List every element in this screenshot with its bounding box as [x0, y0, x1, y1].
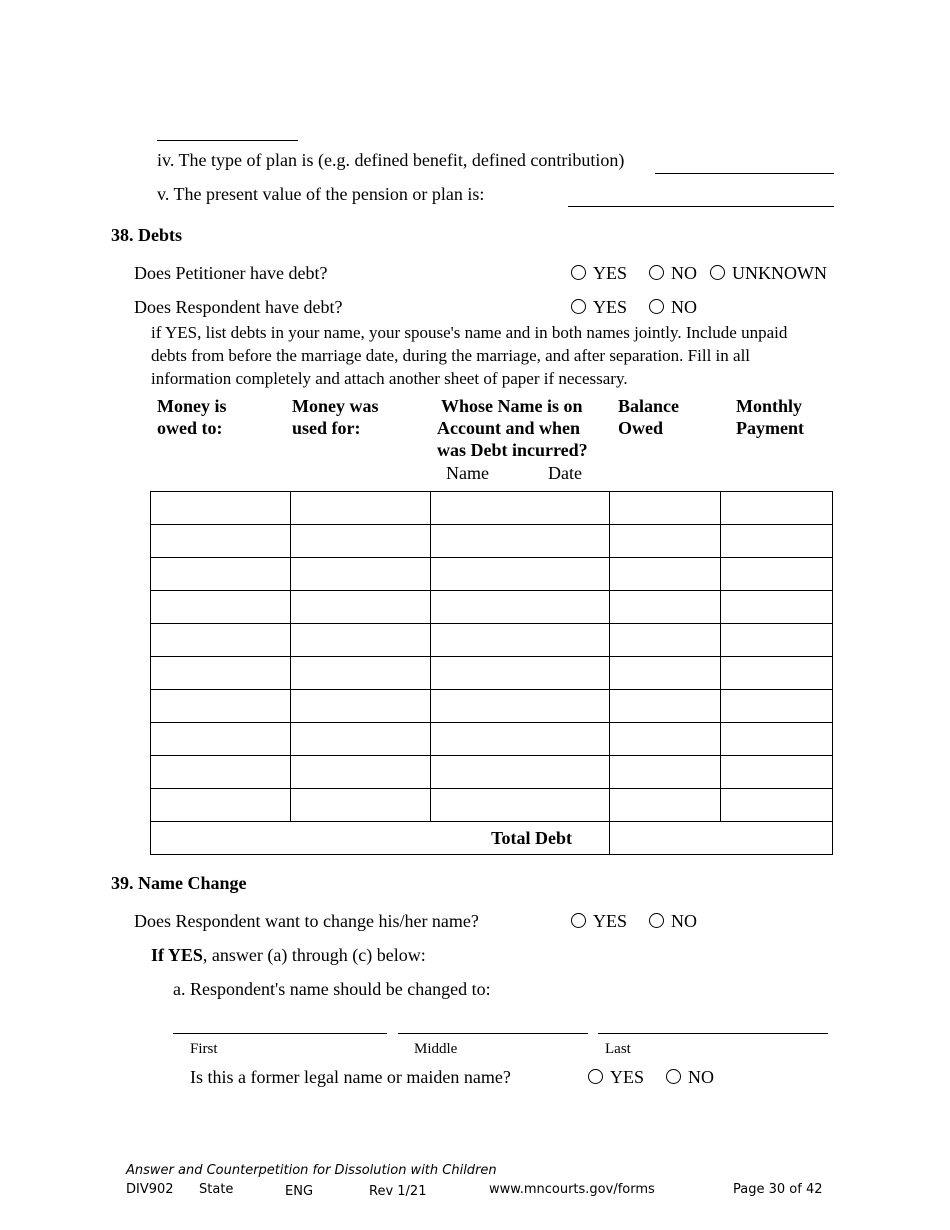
option-label: UNKNOWN	[732, 263, 827, 283]
option-label: NO	[688, 1067, 714, 1087]
header-line: Owed	[618, 418, 663, 438]
petitioner-debt-unknown[interactable]	[710, 262, 827, 284]
balance-cell[interactable]	[610, 525, 721, 558]
option-label: NO	[671, 263, 697, 283]
option-label: YES	[593, 911, 628, 931]
header-line: Monthly	[736, 396, 803, 416]
footer-page-number: Page 30 of 42	[733, 1182, 823, 1197]
whose-name-cell[interactable]	[431, 690, 610, 723]
debt-row	[151, 558, 833, 591]
respondent-debt-no[interactable]	[649, 296, 697, 318]
petitioner-debt-no[interactable]	[649, 262, 697, 284]
radio-icon	[649, 265, 664, 280]
header-line: was Debt incurred?	[437, 440, 588, 460]
total-debt-field[interactable]	[610, 822, 833, 855]
respondent-debt-question: Does Respondent have debt?	[134, 297, 343, 317]
debts-heading: 38. Debts	[111, 225, 182, 245]
last-name-label: Last	[605, 1041, 631, 1057]
new-name-label: a. Respondent's name should be changed to:	[173, 979, 491, 999]
footer-form-title: Answer and Counterpetition for Dissolution with Children	[126, 1163, 497, 1178]
debts-instructions-line-3: information completely and attach another sheet of paper if necessary.	[151, 369, 628, 388]
debts-table-body	[151, 492, 833, 822]
used-for-cell[interactable]	[291, 558, 431, 591]
radio-icon	[649, 913, 664, 928]
debt-row	[151, 723, 833, 756]
debts-table	[150, 491, 833, 855]
used-for-cell[interactable]	[291, 591, 431, 624]
whose-name-cell[interactable]	[431, 723, 610, 756]
footer-form-id: DIV902	[126, 1182, 174, 1197]
debts-instructions-line-1: if YES, list debts in your name, your spouse's name and in both names jointly. Include unpaid	[151, 323, 788, 342]
radio-icon	[649, 299, 664, 314]
debt-row	[151, 591, 833, 624]
monthly-payment-cell[interactable]	[721, 591, 833, 624]
monthly-payment-cell[interactable]	[721, 690, 833, 723]
first-name-field[interactable]	[173, 1033, 387, 1034]
total-debt-row	[151, 822, 833, 855]
radio-icon	[666, 1069, 681, 1084]
col-date-subheader: Date	[548, 463, 582, 483]
header-line: Money is	[157, 396, 227, 416]
owed-to-cell[interactable]	[151, 657, 291, 690]
former-name-no[interactable]	[666, 1066, 714, 1088]
name-change-yes[interactable]	[571, 910, 627, 932]
owed-to-cell[interactable]	[151, 591, 291, 624]
whose-name-cell[interactable]	[431, 492, 610, 525]
owed-to-cell[interactable]	[151, 624, 291, 657]
if-yes-instruction	[151, 944, 426, 966]
name-change-heading: 39. Name Change	[111, 873, 247, 893]
header-line: Account and when	[437, 418, 581, 438]
radio-icon	[571, 913, 586, 928]
owed-to-cell[interactable]	[151, 756, 291, 789]
first-name-label: First	[190, 1041, 218, 1057]
header-line: Payment	[736, 418, 804, 438]
header-line: Money was	[292, 396, 379, 416]
option-label: NO	[671, 911, 697, 931]
balance-cell[interactable]	[610, 789, 721, 822]
used-for-cell[interactable]	[291, 690, 431, 723]
balance-cell[interactable]	[610, 624, 721, 657]
plan-value-label: v. The present value of the pension or plan is:	[157, 184, 485, 204]
option-label: YES	[593, 263, 628, 283]
used-for-cell[interactable]	[291, 657, 431, 690]
owed-to-cell[interactable]	[151, 789, 291, 822]
footer-revision: Rev 1/21	[369, 1184, 427, 1199]
radio-icon	[571, 299, 586, 314]
header-line: Whose Name is on	[441, 396, 583, 416]
debt-row	[151, 657, 833, 690]
header-line: used for:	[292, 418, 361, 438]
col-used-for-header	[292, 395, 379, 439]
middle-name-label: Middle	[414, 1041, 458, 1057]
debt-row	[151, 492, 833, 525]
whose-name-cell[interactable]	[431, 657, 610, 690]
used-for-cell[interactable]	[291, 525, 431, 558]
owed-to-cell[interactable]	[151, 690, 291, 723]
if-yes-rest: , answer (a) through (c) below:	[202, 945, 426, 965]
name-change-question: Does Respondent want to change his/her name?	[134, 911, 479, 931]
owed-to-cell[interactable]	[151, 525, 291, 558]
total-debt-label: Total Debt	[491, 828, 572, 848]
whose-name-cell[interactable]	[431, 624, 610, 657]
balance-cell[interactable]	[610, 756, 721, 789]
petitioner-debt-yes[interactable]	[571, 262, 627, 284]
middle-name-field[interactable]	[398, 1033, 588, 1034]
col-balance-header	[618, 395, 679, 439]
plan-type-field[interactable]	[655, 173, 834, 174]
debt-row	[151, 690, 833, 723]
owed-to-cell[interactable]	[151, 492, 291, 525]
respondent-debt-yes[interactable]	[571, 296, 627, 318]
option-label: NO	[671, 297, 697, 317]
balance-cell[interactable]	[610, 492, 721, 525]
col-owed-to-header	[157, 395, 227, 439]
footer-url[interactable]: www.mncourts.gov/forms	[489, 1182, 655, 1197]
monthly-payment-cell[interactable]	[721, 657, 833, 690]
debt-row	[151, 756, 833, 789]
footer-language: ENG	[285, 1184, 314, 1199]
debt-row	[151, 789, 833, 822]
header-line: owed to:	[157, 418, 223, 438]
header-line: Balance	[618, 396, 679, 416]
last-name-field[interactable]	[598, 1033, 828, 1034]
previous-answer-line[interactable]	[157, 140, 298, 141]
owed-to-cell[interactable]	[151, 558, 291, 591]
monthly-payment-cell[interactable]	[721, 624, 833, 657]
name-change-no[interactable]	[649, 910, 697, 932]
debts-instructions-line-2: debts from before the marriage date, during the marriage, and after separation. Fill in all	[151, 346, 751, 365]
former-name-question: Is this a former legal name or maiden name?	[190, 1067, 511, 1087]
whose-name-cell[interactable]	[431, 558, 610, 591]
used-for-cell[interactable]	[291, 624, 431, 657]
plan-type-label: iv. The type of plan is (e.g. defined benefit, defined contribution)	[157, 150, 625, 170]
debt-row	[151, 525, 833, 558]
debt-row	[151, 624, 833, 657]
balance-cell[interactable]	[610, 690, 721, 723]
option-label: YES	[610, 1067, 645, 1087]
used-for-cell[interactable]	[291, 723, 431, 756]
monthly-payment-cell[interactable]	[721, 558, 833, 591]
used-for-cell[interactable]	[291, 756, 431, 789]
monthly-payment-cell[interactable]	[721, 525, 833, 558]
radio-icon	[710, 265, 725, 280]
col-monthly-header	[736, 395, 804, 439]
used-for-cell[interactable]	[291, 789, 431, 822]
owed-to-cell[interactable]	[151, 723, 291, 756]
balance-cell[interactable]	[610, 591, 721, 624]
col-name-subheader: Name	[446, 463, 489, 483]
whose-name-cell[interactable]	[431, 591, 610, 624]
footer-state: State	[199, 1182, 234, 1197]
total-debt-label-cell	[151, 822, 610, 855]
balance-cell[interactable]	[610, 723, 721, 756]
balance-cell[interactable]	[610, 657, 721, 690]
whose-name-cell[interactable]	[431, 525, 610, 558]
petitioner-debt-question: Does Petitioner have debt?	[134, 263, 328, 283]
monthly-payment-cell[interactable]	[721, 789, 833, 822]
option-label: YES	[593, 297, 628, 317]
col-whose-name-header	[437, 395, 607, 461]
radio-icon	[571, 265, 586, 280]
radio-icon	[588, 1069, 603, 1084]
former-name-yes[interactable]	[588, 1066, 644, 1088]
balance-cell[interactable]	[610, 558, 721, 591]
if-yes-bold: If YES	[151, 945, 203, 965]
monthly-payment-cell[interactable]	[721, 492, 833, 525]
whose-name-cell[interactable]	[431, 789, 610, 822]
plan-value-field[interactable]	[568, 206, 834, 207]
whose-name-cell[interactable]	[431, 756, 610, 789]
monthly-payment-cell[interactable]	[721, 756, 833, 789]
used-for-cell[interactable]	[291, 492, 431, 525]
monthly-payment-cell[interactable]	[721, 723, 833, 756]
